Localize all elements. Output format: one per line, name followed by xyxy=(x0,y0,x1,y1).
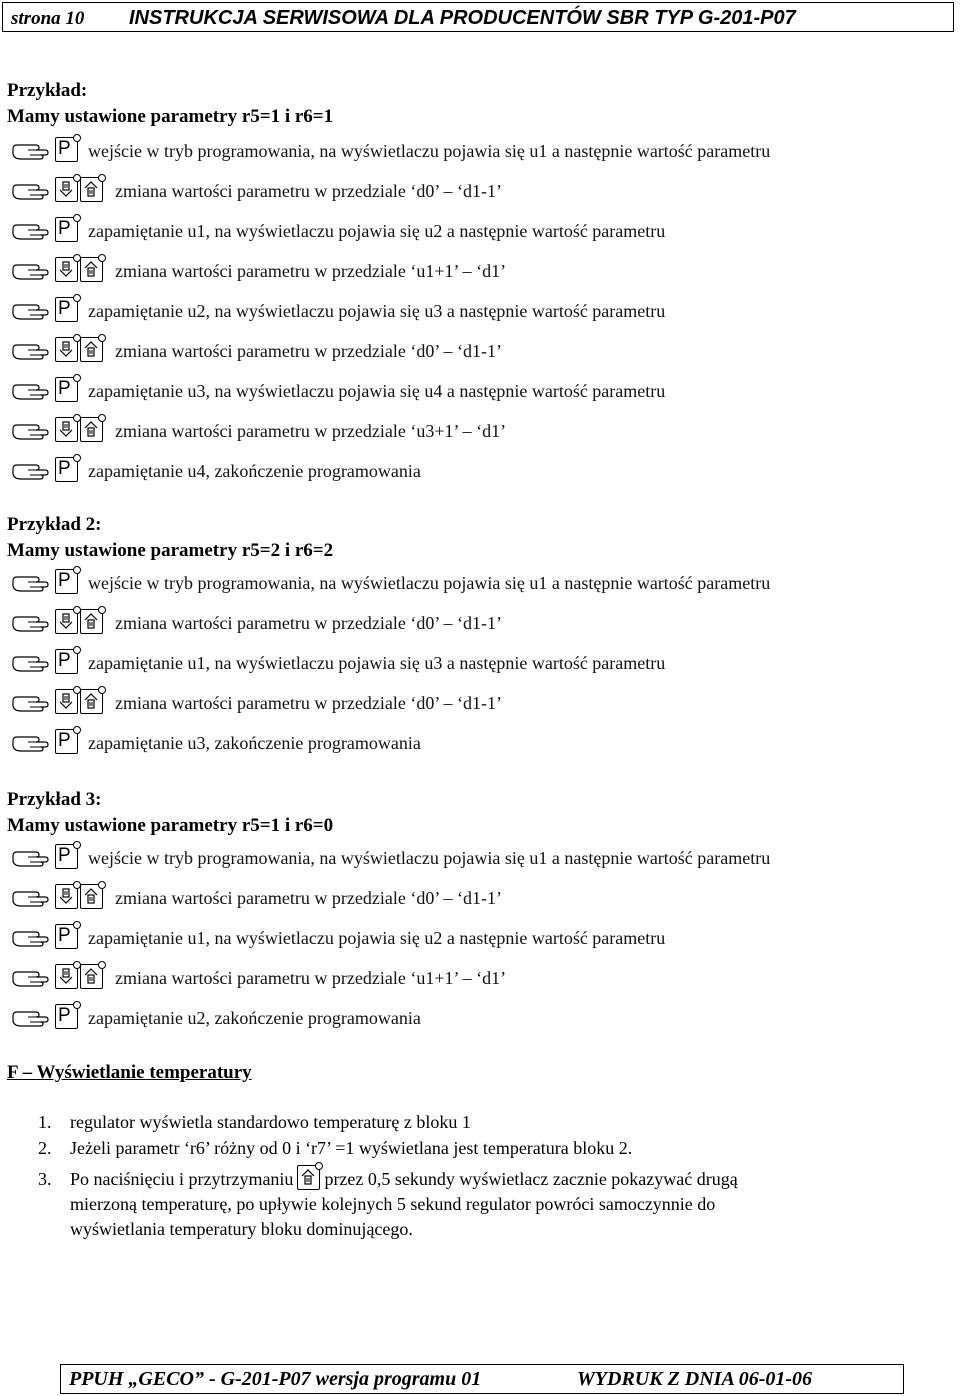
key-group xyxy=(55,337,103,365)
step-text: zapamiętanie u4, zakończenie programowania xyxy=(88,461,421,481)
step-text: zmiana wartości parametru w przedziale ‘d0’ – ‘d1-1’ xyxy=(115,888,502,908)
step-text: wejście w tryb programowania, na wyświetlaczu pojawia się u1 a następnie wartość parametru xyxy=(88,573,771,593)
up-key-icon xyxy=(80,257,103,282)
section-f-title: F – Wyświetlanie temperatury xyxy=(7,1062,252,1083)
key-group xyxy=(55,569,78,597)
step-text: zmiana wartości parametru w przedziale ‘d0’ – ‘d1-1’ xyxy=(115,613,502,633)
step-text: zapamiętanie u3, zakończenie programowania xyxy=(88,733,421,753)
key-group xyxy=(55,217,78,245)
example-subtitle: Mamy ustawione parametry r5=1 i r6=0 xyxy=(7,815,334,836)
key-group xyxy=(55,729,78,757)
page-number: strona 10 xyxy=(11,8,85,29)
key-group xyxy=(55,609,103,637)
p-key-icon: P xyxy=(55,844,78,869)
down-key-icon xyxy=(55,884,78,909)
up-key-icon xyxy=(80,884,103,909)
key-group xyxy=(55,137,78,165)
key-group xyxy=(55,884,103,912)
p-key-icon: P xyxy=(55,457,78,482)
document-title: INSTRUKCJA SERWISOWA DLA PRODUCENTÓW SBR TYP G-201-P07 xyxy=(129,7,796,29)
p-key-icon: P xyxy=(55,649,78,674)
key-group xyxy=(55,377,78,405)
key-group xyxy=(55,844,78,872)
step-text: wejście w tryb programowania, na wyświetlaczu pojawia się u1 a następnie wartość parametru xyxy=(88,141,771,161)
example-subtitle: Mamy ustawione parametry r5=2 i r6=2 xyxy=(7,540,334,561)
down-key-icon xyxy=(55,964,78,989)
step-text: zapamiętanie u1, na wyświetlaczu pojawia się u2 a następnie wartość parametru xyxy=(88,221,666,241)
up-key-icon xyxy=(80,337,103,362)
page-footer xyxy=(60,1364,904,1394)
key-group xyxy=(55,297,78,325)
up-key-icon xyxy=(80,964,103,989)
list-text: regulator wyświetla standardowo temperaturę z bloku 1 xyxy=(70,1112,471,1132)
p-key-icon: P xyxy=(55,377,78,402)
down-key-icon xyxy=(55,177,78,202)
list-number: 2. xyxy=(38,1138,52,1158)
example-title: Przykład 3: xyxy=(7,789,102,810)
key-group xyxy=(55,924,78,952)
key-group xyxy=(55,964,103,992)
step-text: zmiana wartości parametru w przedziale ‘u1+1’ – ‘d1’ xyxy=(115,968,507,988)
p-key-icon: P xyxy=(55,297,78,322)
down-key-icon xyxy=(55,257,78,282)
step-text: zmiana wartości parametru w przedziale ‘d0’ – ‘d1-1’ xyxy=(115,693,502,713)
step-text: zmiana wartości parametru w przedziale ‘u1+1’ – ‘d1’ xyxy=(115,261,507,281)
list-text: Jeżeli parametr ‘r6’ różny od 0 i ‘r7’ =1 wyświetlana jest temperatura bloku 2. xyxy=(70,1138,633,1158)
up-key-icon xyxy=(80,417,103,442)
up-key-icon xyxy=(80,689,103,714)
up-key-icon xyxy=(297,1165,320,1190)
list-text-before: Po naciśnięciu i przytrzymaniu xyxy=(70,1169,294,1189)
step-text: zapamiętanie u3, na wyświetlaczu pojawia się u4 a następnie wartość parametru xyxy=(88,381,666,401)
key-group xyxy=(55,177,103,205)
key-group xyxy=(55,1004,78,1032)
p-key-icon: P xyxy=(55,217,78,242)
key-group xyxy=(55,689,103,717)
down-key-icon xyxy=(55,609,78,634)
down-key-icon xyxy=(55,689,78,714)
list-number: 3. xyxy=(38,1169,52,1189)
key-group xyxy=(55,417,103,445)
step-text: zmiana wartości parametru w przedziale ‘d0’ – ‘d1-1’ xyxy=(115,341,502,361)
list-number: 1. xyxy=(38,1112,52,1132)
step-text: zapamiętanie u1, na wyświetlaczu pojawia się u3 a następnie wartość parametru xyxy=(88,653,666,673)
key-group xyxy=(55,257,103,285)
p-key-icon: P xyxy=(55,729,78,754)
footer-left: PPUH „GECO” - G-201-P07 wersja programu 01 xyxy=(69,1368,482,1390)
example-title: Przykład 2: xyxy=(7,514,102,535)
step-text: wejście w tryb programowania, na wyświetlaczu pojawia się u1 a następnie wartość parametru xyxy=(88,848,771,868)
up-key-icon xyxy=(80,609,103,634)
p-key-icon: P xyxy=(55,569,78,594)
list-text: wyświetlania temperatury bloku dominującego. xyxy=(70,1219,413,1239)
down-key-icon xyxy=(55,417,78,442)
p-key-icon: P xyxy=(55,1004,78,1029)
up-key-icon xyxy=(80,177,103,202)
down-key-icon xyxy=(55,337,78,362)
key-group xyxy=(55,649,78,677)
example-title: Przykład: xyxy=(7,80,88,101)
example-subtitle: Mamy ustawione parametry r5=1 i r6=1 xyxy=(7,106,334,127)
p-key-icon: P xyxy=(55,924,78,949)
list-text-after: przez 0,5 sekundy wyświetlacz zacznie pokazywać drugą xyxy=(324,1169,738,1189)
page-header xyxy=(2,2,954,32)
step-text: zmiana wartości parametru w przedziale ‘u3+1’ – ‘d1’ xyxy=(115,421,507,441)
list-text: mierzoną temperaturę, po upływie kolejnych 5 sekund regulator powróci samoczynnie do xyxy=(70,1194,716,1214)
step-text: zmiana wartości parametru w przedziale ‘d0’ – ‘d1-1’ xyxy=(115,181,502,201)
footer-right: WYDRUK Z DNIA 06-01-06 xyxy=(577,1368,813,1390)
step-text: zapamiętanie u2, zakończenie programowania xyxy=(88,1008,421,1028)
step-text: zapamiętanie u2, na wyświetlaczu pojawia się u3 a następnie wartość parametru xyxy=(88,301,666,321)
step-text: zapamiętanie u1, na wyświetlaczu pojawia się u2 a następnie wartość parametru xyxy=(88,928,666,948)
list-text xyxy=(70,1167,738,1191)
p-key-icon: P xyxy=(55,137,78,162)
key-group xyxy=(55,457,78,485)
